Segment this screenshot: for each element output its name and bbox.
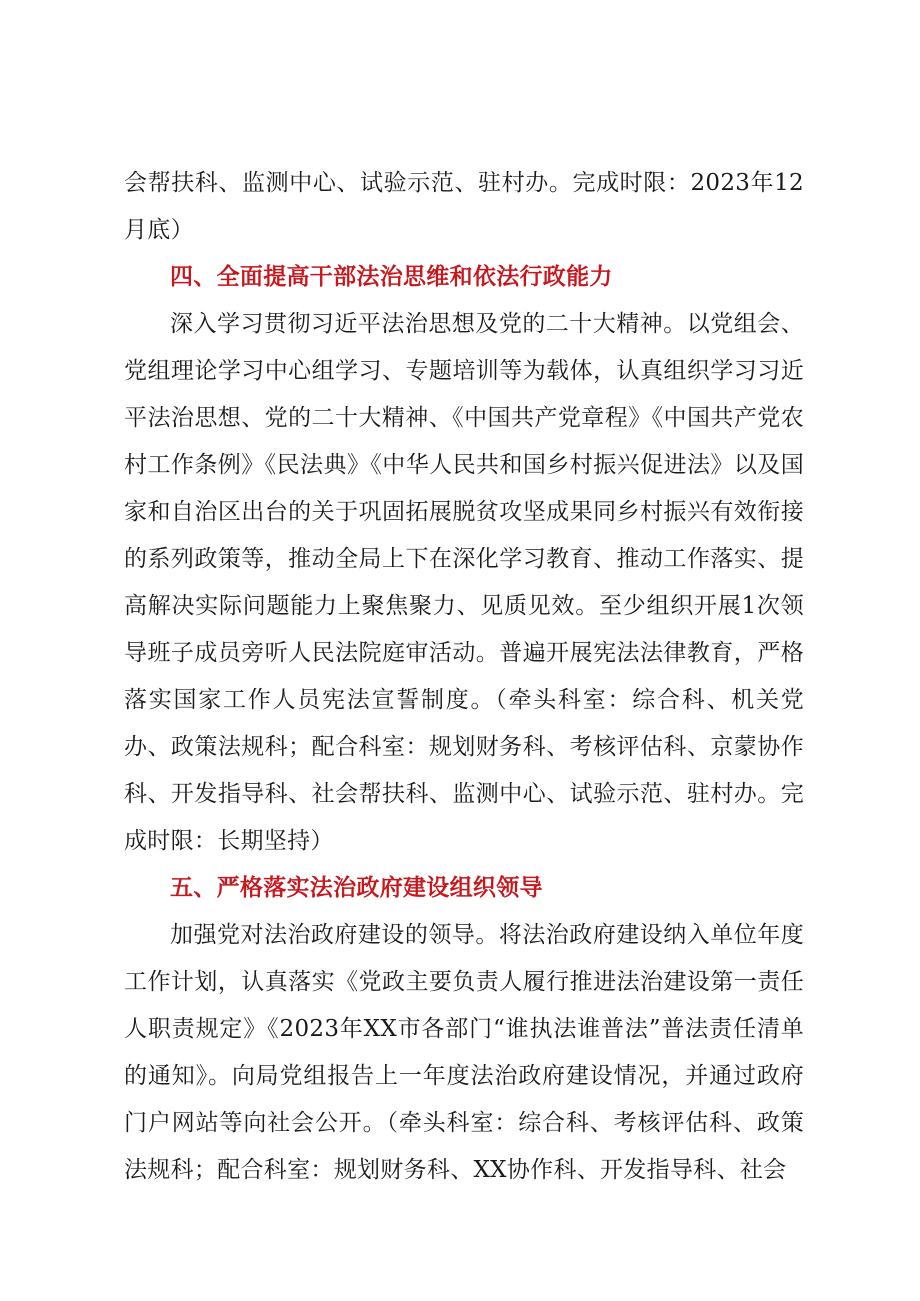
section-heading-4: 四、全面提高干部法治思维和依法行政能力 <box>170 264 613 290</box>
section-heading-5: 五、严格落实法治政府建设组织领导 <box>170 875 543 901</box>
paragraph-section-5: 加强党对法治政府建设的领导。将法治政府建设纳入单位年度工作计划，认真落实《党政主要负责人履行推进法治建设第一责任人职责规定》《2023年XX市各部门“谁执法谁普法”普法责任清单的通知》。向局党组报告上一年度法治政府建设情况，并通过政府门户网站等向社会公开。（牵头科室：综合科、考核评估科、政策法规科；配合科室：规划财务科、XX协作科、开发指导科、社会 <box>124 922 804 1183</box>
paragraph-continuation: 会帮扶科、监测中心、试验示范、驻村办。完成时限：2023年12月底） <box>124 170 804 243</box>
document-page <box>124 160 804 1194</box>
paragraph-section-4: 深入学习贯彻习近平法治思想及党的二十大精神。以党组会、党组理论学习中心组学习、专题培训等为载体，认真组织学习习近平法治思想、党的二十大精神、《中国共产党章程》《中国共产党农村工作条例》《民法典》《中华人民共和国乡村振兴促进法》以及国家和自治区出台的关于巩固拓展脱贫攻坚成果同乡村振兴有效衔接的系列政策等，推动全局上下在深化学习教育、推动工作落实、提高解决实际问题能力上聚焦聚力、见质见效。至少组织开展1次领导班子成员旁听人民法院庭审活动。普遍开展宪法法律教育，严格落实国家工作人员宪法宣誓制度。（牵头科室：综合科、机关党办、政策法规科；配合科室：规划财务科、考核评估科、京蒙协作科、开发指导科、社会帮扶科、监测中心、试验示范、驻村办。完成时限：长期坚持） <box>124 311 804 854</box>
